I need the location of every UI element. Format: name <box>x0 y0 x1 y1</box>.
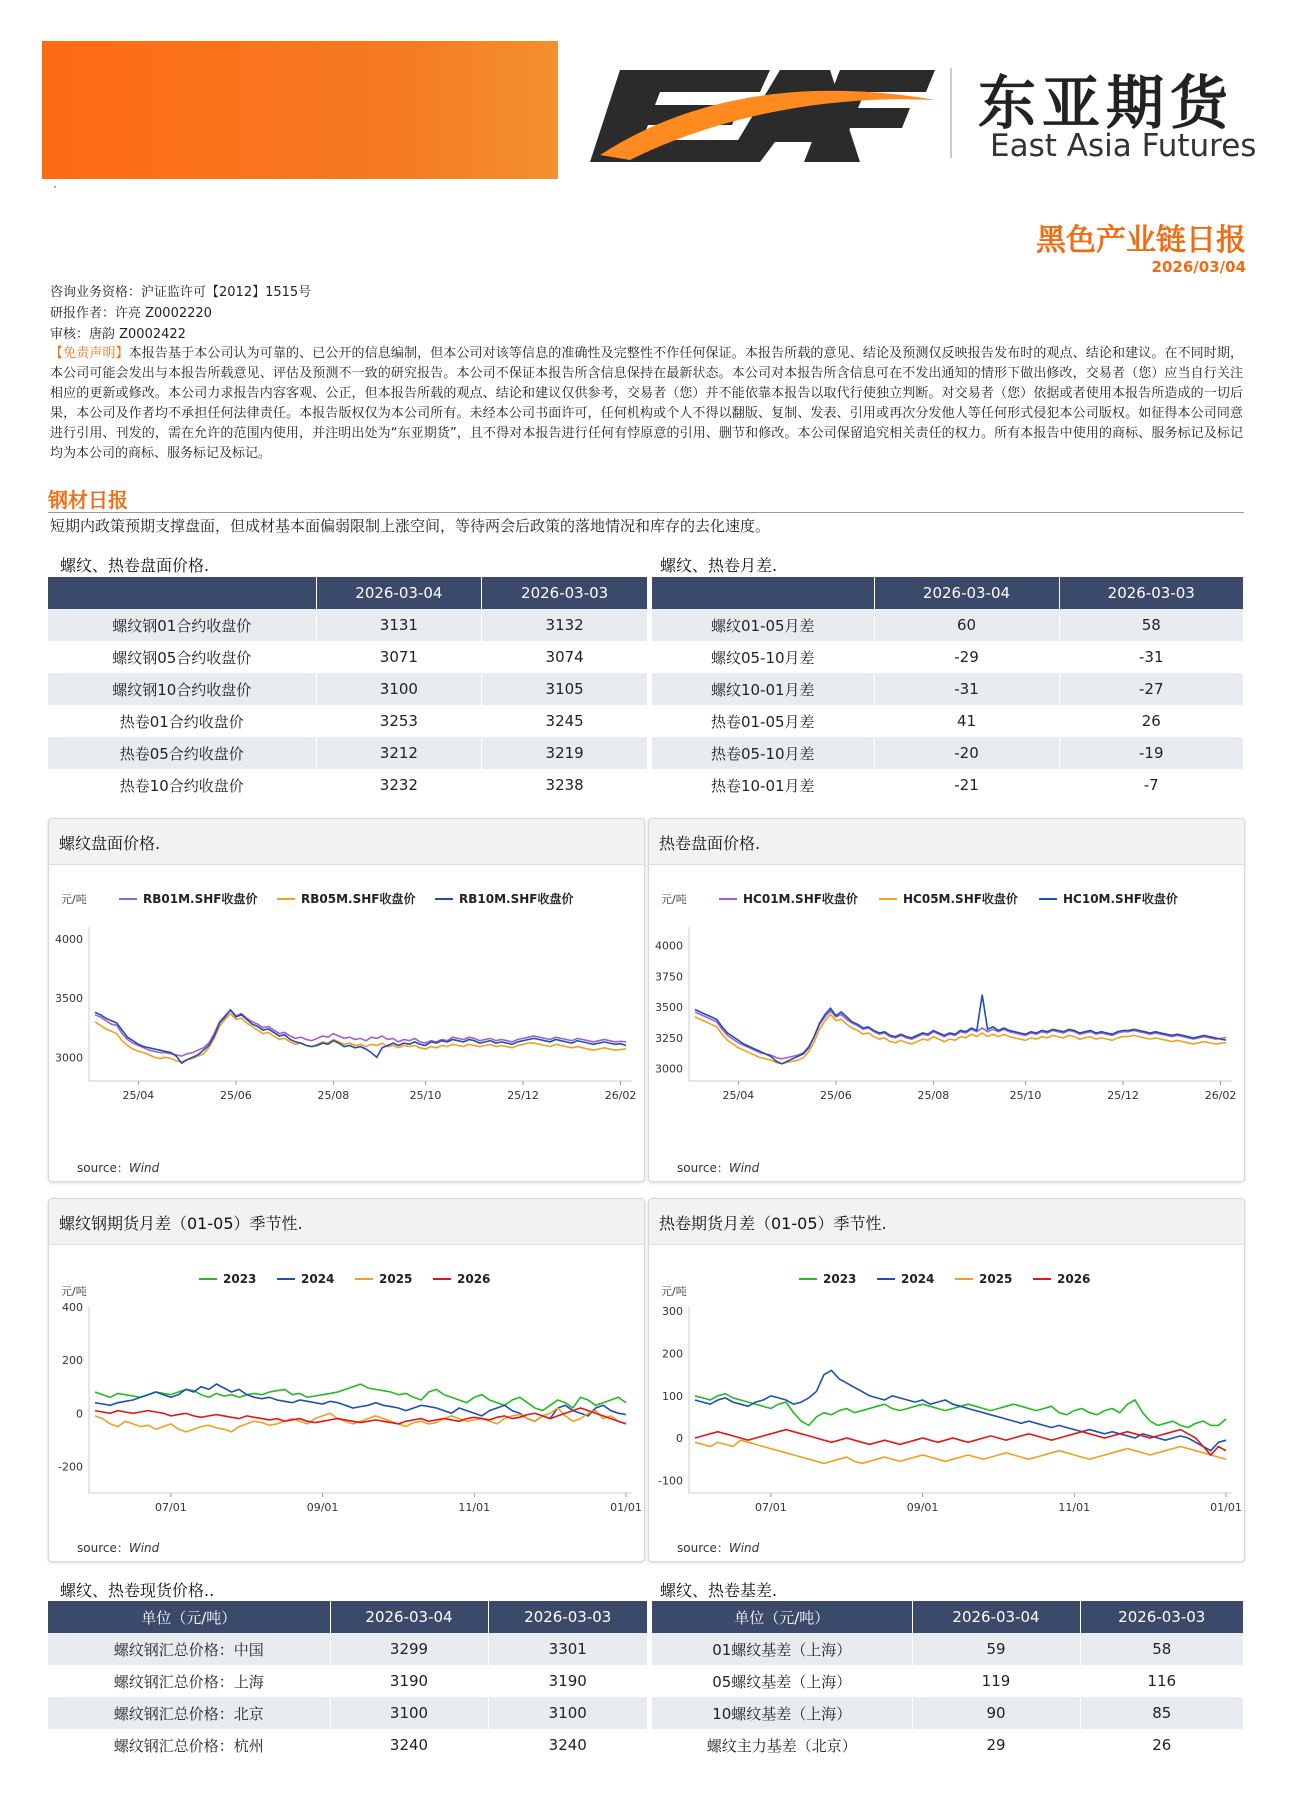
x-tick-label: 07/01 <box>155 1501 187 1514</box>
x-tick-label: 25/10 <box>1009 1089 1042 1102</box>
reviewer-line: 审核：唐韵 Z0002422 <box>50 327 186 342</box>
cell-value: 58 <box>1059 609 1244 641</box>
row-label: 10螺纹基差（上海） <box>652 1697 912 1729</box>
panel-title: 热卷盘面价格. <box>659 834 761 853</box>
table-header-cell: 2026-03-04 <box>316 577 482 609</box>
table-row <box>652 673 1244 705</box>
legend-label: HC10M.SHF收盘价 <box>1063 892 1178 906</box>
basis-table <box>652 1601 1244 1761</box>
section-divider <box>48 512 1244 513</box>
hc-price-chart <box>649 867 1244 1127</box>
legend-label: 2026 <box>457 1272 491 1286</box>
cell-value: -19 <box>1059 737 1244 769</box>
y-tick-label: 3000 <box>55 1051 83 1065</box>
y-tick-label: 100 <box>662 1389 683 1403</box>
legend-label: HC05M.SHF收盘价 <box>903 892 1018 906</box>
x-tick-label: 25/04 <box>122 1089 155 1102</box>
x-tick-label: 01/01 <box>610 1501 642 1514</box>
disclaimer-text: 本报告基于本公司认为可靠的、已公开的信息编制，但本公司对该等信息的准确性及完整性不作任何保证。本报告所载的意见、结论及预测仅反映报告发布时的观点、结论和建议。在不同时期，本公司可能会发出与本报告所载意见、评估及预测不一致的研究报告。本公司不保证本报告所含信息保持在最新状态。本公司对本报告所含信息可在不发出通知的情形下做出修改，交易者（您）应当自行关注相应的更新或修改。本公司力求报告内容客观、公正，但本报告所载的观点、结论和建议仅供参考，交易者（您）并不能依靠本报告以取代行使独立判断。对交易者（您）依据或者使用本报告所造成的一切后果，本公司及作者均不承担任何法律责任。本报告版权仅为本公司所有。未经本公司书面许可，任何机构或个人不得以翻版、复制、发表、引用或再次分发他人等任何形式侵犯本公司版权。如征得本公司同意进行引用、刊发的，需在允许的范围内使用，并注明出处为“东亚期货”，且不得对本报告进行任何有悖原意的引用、删节和修改。本公司保留追究相关责任的权力。所有本报告中使用的商标、服务标记及标记均为本公司的商标、服务标记及标记。 <box>50 346 1243 461</box>
panel-header <box>649 1199 1244 1245</box>
y-tick-label: 0 <box>76 1407 83 1421</box>
panel-title: 热卷期货月差（01-05）季节性. <box>659 1214 887 1233</box>
hc-seasonal-chart <box>649 1247 1244 1517</box>
cell-value: 3232 <box>316 769 482 801</box>
table-row <box>652 737 1244 769</box>
cell-value: 3219 <box>482 737 648 769</box>
spot-table-title: 螺纹、热卷现货价格.. <box>60 1581 215 1600</box>
series-line-2023 <box>695 1394 1226 1428</box>
series-line-RB10M.SHF收盘价 <box>95 1010 626 1063</box>
series-line-2025 <box>95 1408 626 1432</box>
y-tick-label: 200 <box>62 1354 83 1368</box>
y-tick-label: 300 <box>662 1305 683 1319</box>
row-label: 螺纹钢汇总价格：北京 <box>48 1697 330 1729</box>
panel-header <box>49 819 644 865</box>
cell-value: -20 <box>874 737 1059 769</box>
y-tick-label: 0 <box>676 1432 683 1446</box>
table-row <box>652 769 1244 801</box>
x-tick-label: 25/06 <box>820 1089 852 1102</box>
row-label: 螺纹钢05合约收盘价 <box>48 641 316 673</box>
spot-price-table <box>48 1601 648 1761</box>
chart-source <box>677 1159 759 1176</box>
row-label: 热卷10-01月差 <box>652 769 874 801</box>
cell-value: -31 <box>1059 641 1244 673</box>
x-tick-label: 25/08 <box>917 1089 950 1102</box>
source-label: source： <box>677 1541 729 1555</box>
legend-label: 2025 <box>379 1272 413 1286</box>
y-tick-label: 4000 <box>55 932 83 946</box>
rebar-price-chart <box>49 867 644 1127</box>
cell-value: 3253 <box>316 705 482 737</box>
table-row <box>652 641 1244 673</box>
row-label: 螺纹01-05月差 <box>652 609 874 641</box>
panel-title: 螺纹盘面价格. <box>59 834 161 853</box>
x-tick-label: 26/02 <box>604 1089 637 1102</box>
series-line-2024 <box>695 1370 1226 1450</box>
x-tick-label: 01/01 <box>1210 1501 1242 1514</box>
cell-value: 3190 <box>488 1665 648 1697</box>
table-row <box>48 673 648 705</box>
cell-value: 3299 <box>330 1633 488 1665</box>
table-header-cell: 2026-03-03 <box>488 1601 648 1633</box>
legend-label: HC01M.SHF收盘价 <box>743 892 858 906</box>
chart-source <box>77 1159 159 1176</box>
section-title: 钢材日报 <box>48 488 128 512</box>
series-line-HC10M.SHF收盘价 <box>695 995 1226 1064</box>
source-name: Wind <box>728 1541 760 1555</box>
source-label: source： <box>77 1161 129 1175</box>
source-name: Wind <box>128 1161 160 1175</box>
y-tick-label: -100 <box>658 1474 683 1488</box>
series-line-HC01M.SHF收盘价 <box>695 1011 1226 1059</box>
panel-header <box>649 819 1244 865</box>
x-tick-label: 09/01 <box>306 1501 339 1514</box>
chart-panel-hc-seasonal <box>648 1198 1245 1562</box>
table-row <box>48 737 648 769</box>
table-header-cell: 2026-03-03 <box>482 577 648 609</box>
legend-label: 2025 <box>979 1272 1013 1286</box>
source-label: source： <box>677 1161 729 1175</box>
x-tick-label: 25/04 <box>722 1089 755 1102</box>
table-row <box>48 769 648 801</box>
chart-source <box>77 1539 159 1556</box>
table-row <box>48 1665 648 1697</box>
company-name-cn: 东亚期货 <box>978 69 1235 137</box>
x-tick-label: 25/06 <box>220 1089 252 1102</box>
cell-value: -27 <box>1059 673 1244 705</box>
row-label: 螺纹钢汇总价格：上海 <box>48 1665 330 1697</box>
table-header-cell <box>652 577 874 609</box>
cell-value: 3071 <box>316 641 482 673</box>
table-header-cell: 2026-03-03 <box>1080 1601 1244 1633</box>
table-header-cell: 单位（元/吨） <box>48 1601 330 1633</box>
table-row <box>652 1633 1244 1665</box>
y-tick-label: 3500 <box>655 1001 683 1015</box>
dot-mark: · <box>53 180 57 194</box>
cell-value: 3131 <box>316 609 482 641</box>
eaf-logo-mark <box>560 60 940 170</box>
x-tick-label: 07/01 <box>755 1501 787 1514</box>
spreads-table-title: 螺纹、热卷月差. <box>660 556 778 575</box>
cell-value: 3240 <box>330 1729 488 1761</box>
row-label: 热卷01-05月差 <box>652 705 874 737</box>
basis-table-title: 螺纹、热卷基差. <box>660 1581 778 1600</box>
y-tick-label: 400 <box>62 1301 83 1314</box>
row-label: 01螺纹基差（上海） <box>652 1633 912 1665</box>
cell-value: 29 <box>912 1729 1080 1761</box>
table-row <box>48 1729 648 1761</box>
company-name-en: East Asia Futures <box>990 128 1257 164</box>
row-label: 螺纹主力基差（北京） <box>652 1729 912 1761</box>
x-tick-label: 09/01 <box>906 1501 939 1514</box>
series-line-2025 <box>695 1440 1226 1463</box>
cell-value: 3100 <box>316 673 482 705</box>
cell-value: -29 <box>874 641 1059 673</box>
legend-label: 2023 <box>223 1272 257 1286</box>
y-tick-label: 3750 <box>655 970 683 984</box>
cell-value: 3190 <box>330 1665 488 1697</box>
cell-value: -7 <box>1059 769 1244 801</box>
table-header-cell: 2026-03-04 <box>330 1601 488 1633</box>
futures-table-title: 螺纹、热卷盘面价格. <box>60 556 210 575</box>
y-unit-label: 元/吨 <box>61 893 87 906</box>
y-tick-label: 4000 <box>655 939 683 953</box>
source-name: Wind <box>728 1161 760 1175</box>
cell-value: 3100 <box>330 1697 488 1729</box>
table-row <box>48 1697 648 1729</box>
source-name: Wind <box>128 1541 160 1555</box>
table-row <box>48 609 648 641</box>
row-label: 螺纹钢汇总价格：杭州 <box>48 1729 330 1761</box>
panel-header <box>49 1199 644 1245</box>
table-row <box>652 1697 1244 1729</box>
legend-label: 2024 <box>901 1272 935 1286</box>
table-header-cell: 2026-03-04 <box>874 577 1059 609</box>
author-line: 研报作者：许亮 Z0002220 <box>50 306 212 321</box>
disclaimer <box>50 344 1243 464</box>
section-summary: 短期内政策预期支撑盘面，但成材基本面偏弱限制上涨空间，等待两会后政策的落地情况和库存的去化速度。 <box>50 517 771 535</box>
series-line-RB01M.SHF收盘价 <box>95 1010 626 1056</box>
report-title: 黑色产业链日报 <box>1036 223 1246 258</box>
cell-value: 3301 <box>488 1633 648 1665</box>
chart-source <box>677 1539 759 1556</box>
row-label: 05螺纹基差（上海） <box>652 1665 912 1697</box>
rebar-seasonal-chart <box>49 1247 644 1517</box>
table-header-cell <box>48 577 316 609</box>
panel-title: 螺纹钢期货月差（01-05）季节性. <box>59 1214 303 1233</box>
y-unit-label: 元/吨 <box>661 1285 687 1298</box>
chart-panel-hc-price <box>648 818 1245 1182</box>
series-line-2026 <box>695 1430 1226 1455</box>
cell-value: -21 <box>874 769 1059 801</box>
chart-panel-rebar-price <box>48 818 645 1182</box>
x-tick-label: 25/12 <box>1107 1089 1139 1102</box>
cell-value: 26 <box>1080 1729 1244 1761</box>
legend-label: RB05M.SHF收盘价 <box>301 892 416 906</box>
cell-value: 3212 <box>316 737 482 769</box>
y-unit-label: 元/吨 <box>61 1285 87 1298</box>
row-label: 热卷05合约收盘价 <box>48 737 316 769</box>
row-label: 螺纹钢汇总价格：中国 <box>48 1633 330 1665</box>
brand-banner <box>42 41 558 179</box>
license-line: 咨询业务资格：沪证监许可【2012】1515号 <box>50 285 312 300</box>
y-tick-label: 3250 <box>655 1031 683 1045</box>
logo-separator <box>950 68 952 158</box>
cell-value: 3238 <box>482 769 648 801</box>
cell-value: 41 <box>874 705 1059 737</box>
y-unit-label: 元/吨 <box>661 893 687 906</box>
table-header-cell: 2026-03-04 <box>912 1601 1080 1633</box>
cell-value: 85 <box>1080 1697 1244 1729</box>
cell-value: 3074 <box>482 641 648 673</box>
legend-label: 2023 <box>823 1272 857 1286</box>
table-header-cell: 单位（元/吨） <box>652 1601 912 1633</box>
cell-value: 116 <box>1080 1665 1244 1697</box>
row-label: 螺纹05-10月差 <box>652 641 874 673</box>
chart-panel-rebar-seasonal <box>48 1198 645 1562</box>
legend-label: RB10M.SHF收盘价 <box>459 892 574 906</box>
cell-value: 3105 <box>482 673 648 705</box>
table-header-cell: 2026-03-03 <box>1059 577 1244 609</box>
cell-value: 119 <box>912 1665 1080 1697</box>
x-tick-label: 25/08 <box>317 1089 350 1102</box>
report-date: 2026/03/04 <box>1151 258 1246 276</box>
x-tick-label: 25/12 <box>507 1089 539 1102</box>
legend-label: RB01M.SHF收盘价 <box>143 892 258 906</box>
cell-value: 3245 <box>482 705 648 737</box>
cell-value: 58 <box>1080 1633 1244 1665</box>
table-row <box>652 1729 1244 1761</box>
table-row <box>652 609 1244 641</box>
x-tick-label: 25/10 <box>409 1089 442 1102</box>
y-tick-label: -200 <box>58 1460 83 1474</box>
x-tick-label: 26/02 <box>1204 1089 1237 1102</box>
y-tick-label: 3500 <box>55 992 83 1006</box>
source-label: source： <box>77 1541 129 1555</box>
futures-price-table <box>48 577 648 801</box>
table-row <box>652 705 1244 737</box>
cell-value: 3132 <box>482 609 648 641</box>
legend-label: 2024 <box>301 1272 335 1286</box>
x-tick-label: 11/01 <box>458 1501 491 1514</box>
x-tick-label: 11/01 <box>1058 1501 1091 1514</box>
spreads-table <box>652 577 1244 801</box>
legend-label: 2026 <box>1057 1272 1091 1286</box>
y-tick-label: 3000 <box>655 1062 683 1076</box>
row-label: 热卷01合约收盘价 <box>48 705 316 737</box>
row-label: 螺纹钢10合约收盘价 <box>48 673 316 705</box>
row-label: 热卷10合约收盘价 <box>48 769 316 801</box>
disclaimer-tag: 【免责声明】 <box>50 346 129 361</box>
cell-value: -31 <box>874 673 1059 705</box>
table-row <box>48 641 648 673</box>
cell-value: 90 <box>912 1697 1080 1729</box>
cell-value: 3240 <box>488 1729 648 1761</box>
cell-value: 59 <box>912 1633 1080 1665</box>
y-tick-label: 200 <box>662 1347 683 1361</box>
row-label: 热卷05-10月差 <box>652 737 874 769</box>
table-row <box>48 705 648 737</box>
cell-value: 60 <box>874 609 1059 641</box>
cell-value: 26 <box>1059 705 1244 737</box>
row-label: 螺纹10-01月差 <box>652 673 874 705</box>
table-row <box>652 1665 1244 1697</box>
cell-value: 3100 <box>488 1697 648 1729</box>
row-label: 螺纹钢01合约收盘价 <box>48 609 316 641</box>
table-row <box>48 1633 648 1665</box>
